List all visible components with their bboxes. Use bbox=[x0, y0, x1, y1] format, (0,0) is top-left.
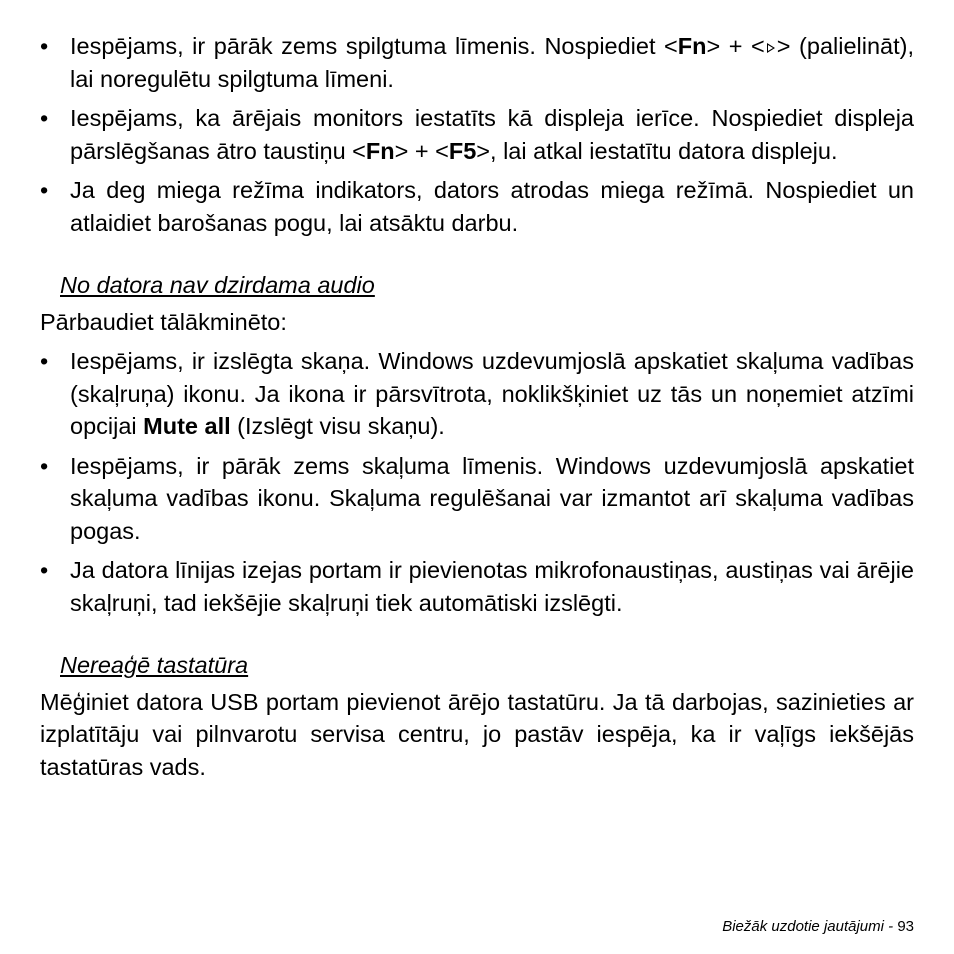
list-item bbox=[40, 554, 914, 619]
key-label: F5 bbox=[448, 137, 477, 164]
page-content bbox=[40, 30, 914, 783]
bullet-marker: • bbox=[40, 105, 49, 131]
section-heading-audio: No datora nav dzirdama audio bbox=[60, 272, 375, 298]
footer-title: Biežāk uzdotie jautājumi - bbox=[722, 918, 898, 935]
bullet-marker: • bbox=[40, 348, 49, 374]
page-footer bbox=[722, 918, 914, 935]
list-item-text: Iespējams, ka ārējais monitors iestatīts kā displeja ierīce. Nospiediet displeja pārslēgšanas ātro taustiņu <Fn> + <F5>, lai atkal iestatītu datora displeju. bbox=[70, 105, 914, 164]
audio-troubleshooting-list bbox=[40, 345, 914, 619]
section-heading-keyboard: Nereaģē tastatūra bbox=[60, 652, 249, 678]
audio-intro: Pārbaudiet tālākminēto: bbox=[40, 308, 287, 335]
keyboard-paragraph: Mēģiniet datora USB portam pievienot ārējo tastatūru. Ja tā darbojas, sazinieties ar izplatītāju vai pilnvarotu servisa centru, jo pastāv iespēja, ka ir vaļīgs iekšējās tastatūras vads. bbox=[40, 688, 914, 780]
key-label: Fn bbox=[677, 33, 707, 59]
bullet-marker: • bbox=[40, 177, 49, 203]
bullet-marker: • bbox=[40, 452, 49, 479]
list-item-text: Iespējams, ir izslēgta skaņa. Windows uzdevumjoslā apskatiet skaļuma vadības (skaļruņa) ikonu. Ja ikona ir pārsvītrota, noklikšķiniet uz tās un noņemiet atzīmi opcijai Mute all (Izslēgt visu skaņu). bbox=[70, 348, 914, 439]
list-item bbox=[40, 174, 914, 239]
list-item-text: Ja datora līnijas izejas portam ir pievienotas mikrofonaustiņas, austiņas vai ārējie skaļruņi, tad iekšējie skaļruņi tiek automātiski izslēgti. bbox=[70, 557, 914, 616]
list-item-text: Iespējams, ir pārāk zems spilgtuma līmenis. Nospiediet <Fn> + < > (palielināt), lai noregulētu spilgtuma līmeni. bbox=[70, 33, 914, 92]
page-number: 93 bbox=[897, 918, 914, 935]
list-item bbox=[40, 450, 914, 548]
brightness-up-icon bbox=[767, 43, 775, 53]
list-item-text: Iespējams, ir pārāk zems skaļuma līmenis. Windows uzdevumjoslā apskatiet skaļuma vadības ikonu. Skaļuma regulēšanai var izmantot arī skaļuma vadības pogas. bbox=[70, 452, 914, 544]
key-label: Mute all bbox=[143, 413, 231, 439]
list-item-text: Ja deg miega režīma indikators, dators atrodas miega režīmā. Nospiediet un atlaidiet barošanas pogu, lai atsāktu darbu. bbox=[70, 177, 914, 236]
key-label: Fn bbox=[365, 137, 395, 164]
list-item bbox=[40, 345, 914, 443]
bullet-marker: • bbox=[40, 33, 49, 59]
bullet-marker: • bbox=[40, 557, 49, 583]
list-item bbox=[40, 30, 914, 95]
list-item bbox=[40, 102, 914, 167]
display-troubleshooting-list bbox=[40, 30, 914, 239]
